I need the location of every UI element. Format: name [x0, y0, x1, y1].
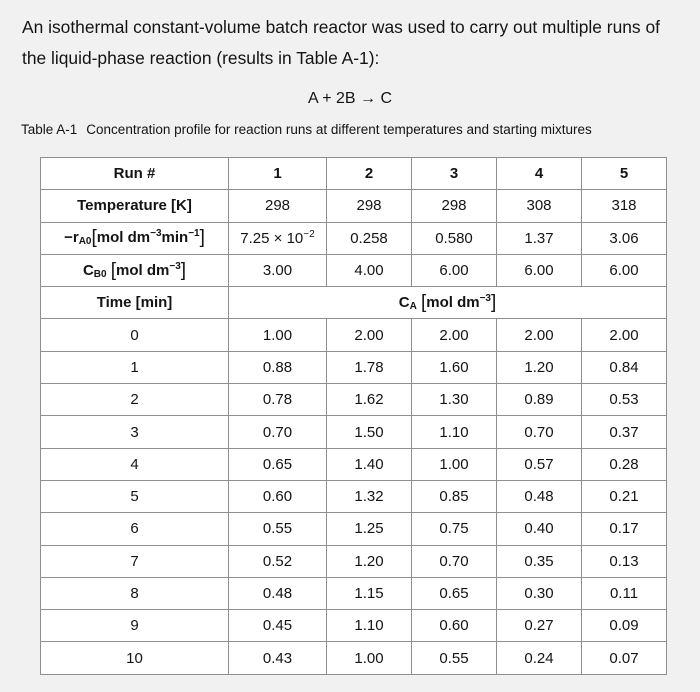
concentration-value: 0.60: [412, 610, 497, 642]
concentration-value: 1.32: [327, 480, 412, 512]
concentration-value: 0.30: [497, 577, 582, 609]
time-header-row: [41, 287, 667, 319]
cb0-label: $C_{B0}$ [mol $dm^{-3}$]: [41, 254, 229, 286]
run-label: Run #: [41, 158, 229, 190]
time-value: 0: [41, 319, 229, 351]
concentration-value: 0.52: [229, 545, 327, 577]
concentration-value: 0.70: [497, 416, 582, 448]
run-number: 2: [327, 158, 412, 190]
run-number: 3: [412, 158, 497, 190]
rate-value: $7.25 \times 10^{-2}$: [229, 222, 327, 254]
cb0-value: 3.00: [229, 254, 327, 286]
concentration-value: 1.25: [327, 513, 412, 545]
concentration-value: 0.55: [412, 642, 497, 674]
concentration-value: 0.35: [497, 545, 582, 577]
concentration-value: 0.70: [412, 545, 497, 577]
table-row: [41, 610, 667, 642]
concentration-value: 1.00: [327, 642, 412, 674]
concentration-value: 0.11: [582, 577, 667, 609]
concentration-value: 0.37: [582, 416, 667, 448]
table-row: [41, 384, 667, 416]
rate-value: 0.258: [327, 222, 412, 254]
concentration-value: 0.85: [412, 480, 497, 512]
cb0-value: 6.00: [582, 254, 667, 286]
concentration-value: 1.50: [327, 416, 412, 448]
concentration-value: 0.65: [229, 448, 327, 480]
table-row: [41, 513, 667, 545]
run-row: [41, 158, 667, 190]
concentration-value: 0.27: [497, 610, 582, 642]
concentration-value: 0.17: [582, 513, 667, 545]
table-row: [41, 351, 667, 383]
concentration-value: 1.40: [327, 448, 412, 480]
concentration-value: 0.53: [582, 384, 667, 416]
concentration-value: 0.40: [497, 513, 582, 545]
time-value: 7: [41, 545, 229, 577]
concentration-value: 0.48: [229, 577, 327, 609]
time-value: 3: [41, 416, 229, 448]
table-row: [41, 480, 667, 512]
concentration-table: [40, 157, 667, 675]
cb0-value: 4.00: [327, 254, 412, 286]
table-caption-text: Concentration profile for reaction runs at different temperatures and starting mixtures: [86, 122, 592, 137]
concentration-value: 2.00: [327, 319, 412, 351]
time-label: Time [min]: [41, 287, 229, 319]
temperature-value: 298: [412, 190, 497, 222]
table-row: [41, 319, 667, 351]
intro-line-1: An isothermal constant-volume batch reactor was used to carry out multiple runs of: [22, 17, 660, 37]
concentration-value: 0.88: [229, 351, 327, 383]
concentration-value: 1.78: [327, 351, 412, 383]
cb0-value: 6.00: [412, 254, 497, 286]
ca-label: $C_A$ [mol $dm^{-3}$]: [229, 287, 667, 319]
concentration-value: 0.24: [497, 642, 582, 674]
concentration-value: 0.07: [582, 642, 667, 674]
run-number: 4: [497, 158, 582, 190]
concentration-value: 1.15: [327, 577, 412, 609]
concentration-value: 0.78: [229, 384, 327, 416]
concentration-value: 0.45: [229, 610, 327, 642]
time-value: 4: [41, 448, 229, 480]
concentration-value: 0.70: [229, 416, 327, 448]
concentration-value: 2.00: [497, 319, 582, 351]
time-value: 9: [41, 610, 229, 642]
table-row: [41, 416, 667, 448]
problem-statement: [22, 12, 686, 74]
concentration-value: 1.60: [412, 351, 497, 383]
concentration-value: 0.89: [497, 384, 582, 416]
concentration-value: 0.13: [582, 545, 667, 577]
cb0-row: [41, 254, 667, 286]
time-value: 1: [41, 351, 229, 383]
time-value: 10: [41, 642, 229, 674]
reaction-equation: A + 2B → C: [307, 90, 393, 107]
run-number: 1: [229, 158, 327, 190]
time-value: 8: [41, 577, 229, 609]
table-caption: [21, 122, 592, 137]
concentration-value: 1.00: [412, 448, 497, 480]
concentration-value: 1.20: [327, 545, 412, 577]
intro-line-2: the liquid-phase reaction (results in Table A-1):: [22, 48, 380, 68]
concentration-value: 0.09: [582, 610, 667, 642]
concentration-value: 1.10: [327, 610, 412, 642]
concentration-value: 1.10: [412, 416, 497, 448]
rate-value: 3.06: [582, 222, 667, 254]
concentration-value: 0.75: [412, 513, 497, 545]
table-row: [41, 642, 667, 674]
temperature-label: Temperature [K]: [41, 190, 229, 222]
concentration-value: 1.30: [412, 384, 497, 416]
time-value: 5: [41, 480, 229, 512]
rate-label: $-r_{A0}[mol$ $dm^{-3}\min^{-1}$]: [41, 222, 229, 254]
cb0-value: 6.00: [497, 254, 582, 286]
time-value: 2: [41, 384, 229, 416]
concentration-value: 1.62: [327, 384, 412, 416]
temperature-value: 298: [327, 190, 412, 222]
concentration-value: 2.00: [412, 319, 497, 351]
table-row: [41, 577, 667, 609]
table-row: [41, 448, 667, 480]
concentration-value: 0.55: [229, 513, 327, 545]
concentration-value: 1.20: [497, 351, 582, 383]
concentration-value: 0.43: [229, 642, 327, 674]
table-caption-label: Table A-1: [21, 122, 78, 137]
temperature-value: 308: [497, 190, 582, 222]
concentration-value: 0.57: [497, 448, 582, 480]
concentration-rows: [41, 319, 667, 674]
concentration-value: 2.00: [582, 319, 667, 351]
rate-value: 1.37: [497, 222, 582, 254]
rate-row: [41, 222, 667, 254]
temperature-row: [41, 190, 667, 222]
concentration-value: 0.65: [412, 577, 497, 609]
run-number: 5: [582, 158, 667, 190]
time-value: 6: [41, 513, 229, 545]
table-row: [41, 545, 667, 577]
concentration-value: 0.48: [497, 480, 582, 512]
concentration-value: 0.60: [229, 480, 327, 512]
temperature-value: 298: [229, 190, 327, 222]
rate-value: 0.580: [412, 222, 497, 254]
concentration-value: 0.21: [582, 480, 667, 512]
concentration-value: 0.84: [582, 351, 667, 383]
concentration-value: 1.00: [229, 319, 327, 351]
concentration-value: 0.28: [582, 448, 667, 480]
temperature-value: 318: [582, 190, 667, 222]
